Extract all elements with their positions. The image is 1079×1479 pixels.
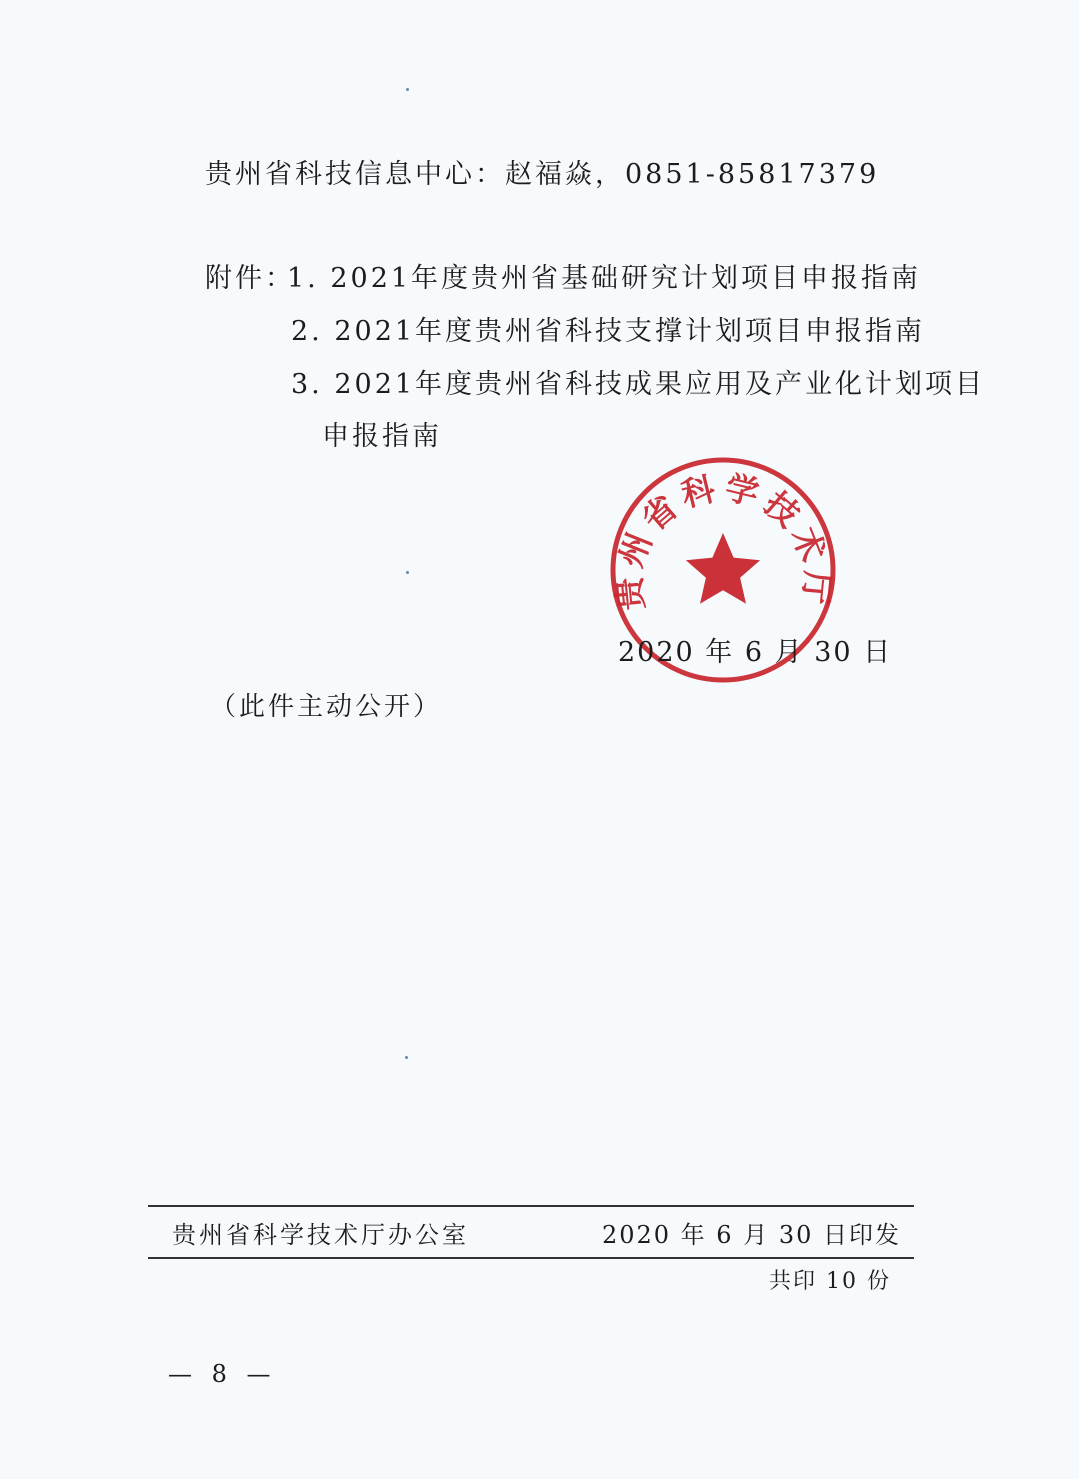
issuing-office: 贵州省科学技术厅办公室 — [172, 1221, 469, 1249]
footer-rule-top — [148, 1205, 914, 1207]
attachment-item-3-continued: 申报指南 — [322, 421, 442, 452]
seal-text: 贵州省科学技术厅 — [608, 467, 838, 613]
issue-date: 2020 年 6 月 30 日 — [618, 637, 893, 668]
page-number: — 8 — — [168, 1360, 277, 1388]
attachments-label: 附件： — [205, 263, 295, 294]
copies-count: 共印 10 份 — [769, 1269, 891, 1294]
public-note: （此件主动公开） — [210, 692, 443, 722]
star-icon — [686, 533, 760, 604]
attachment-item-1: 1. 2021年度贵州省基础研究计划项目申报指南 — [287, 263, 922, 294]
scan-speck — [406, 88, 409, 91]
attachment-item-3: 3. 2021年度贵州省科技成果应用及产业化计划项目 — [291, 369, 986, 400]
print-date: 2020 年 6 月 30 日印发 — [601, 1221, 901, 1249]
scan-speck — [406, 571, 409, 574]
scan-speck — [405, 1056, 408, 1059]
footer-rule-bottom — [148, 1257, 914, 1259]
contact-line: 贵州省科技信息中心：赵福焱，0851-85817379 — [205, 159, 880, 190]
attachment-item-2: 2. 2021年度贵州省科技支撑计划项目申报指南 — [291, 316, 926, 347]
